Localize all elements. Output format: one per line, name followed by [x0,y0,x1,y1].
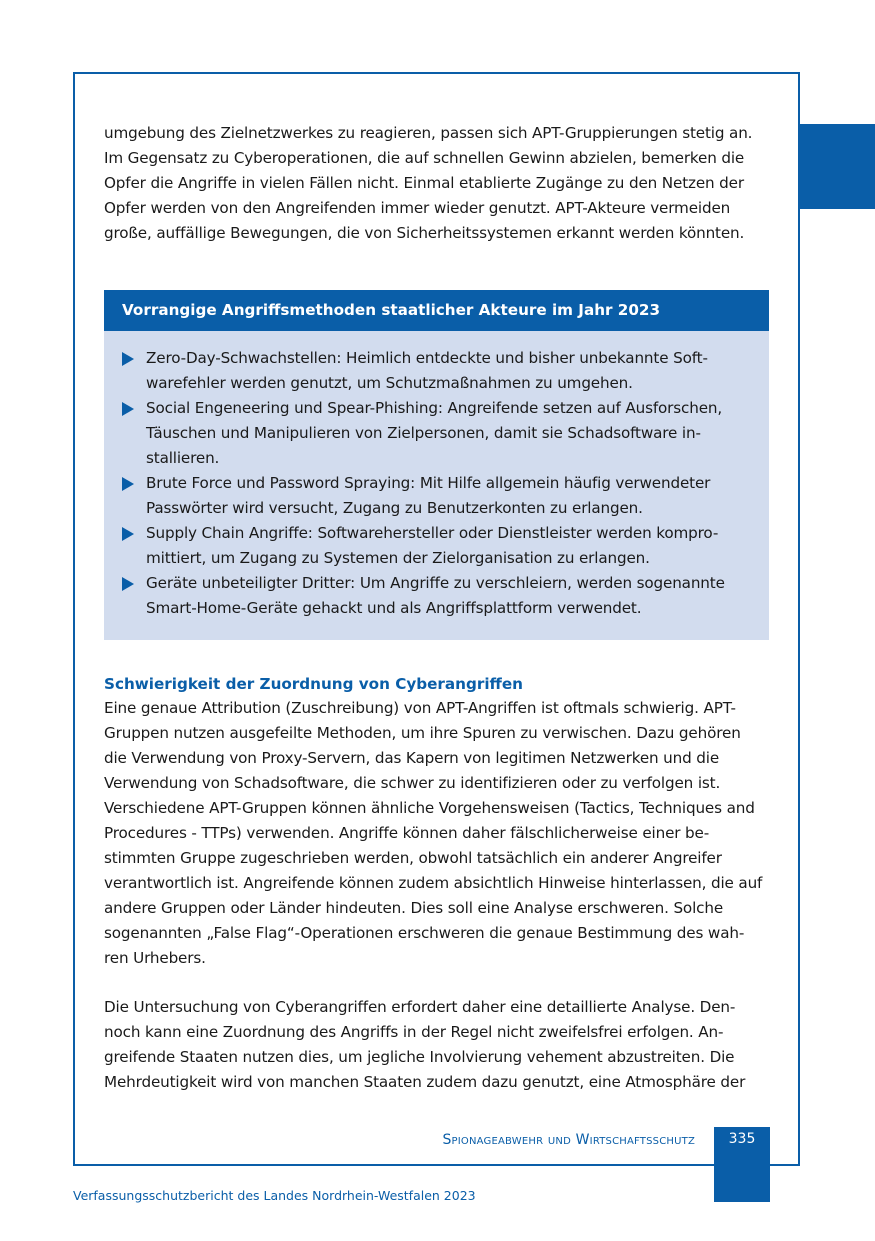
list-item [122,396,747,471]
list-item [122,471,747,521]
page-number: 335 [728,1131,756,1147]
triangle-bullet-icon [122,402,134,416]
list-item [122,346,747,396]
analysis-paragraph: Die Untersuchung von Cyberangriffen erfordert daher eine detaillierte Analyse. Den-noch kann eine Zuordnung des Angriffs in der Regel nicht zweifelsfrei erfolgen. An-greifende Staaten nutzen dies, um jegliche Involvierung vehement abzustreiten. Die Mehrdeutigkeit wird von manchen Staaten zudem dazu genutzt, eine Atmosphäre der [104,998,746,1091]
triangle-bullet-icon [122,577,134,591]
chapter-tab-marker [798,124,875,209]
triangle-bullet-icon [122,352,134,366]
list-item-text: Supply Chain Angriffe: Softwarehersteller oder Dienstleister werden kompro-mittiert, um Zugang zu Systemen der Zielorganisation zu erlangen. [146,524,719,567]
attribution-paragraph: Eine genaue Attribution (Zuschreibung) von APT-Angriffen ist oftmals schwierig. APT-Gruppen nutzen ausgefeilte Methoden, um ihre Spuren zu verwischen. Dazu gehören die Verwendung von Proxy-Servern, das Kapern von legitimen Netzwerken und die Verwendung von Schadsoftware, die schwer zu identifizieren oder zu verfolgen ist. Verschiedene APT-Gruppen können ähnliche Vorgehensweisen (Tactics, Techniques and Procedures - TTPs) verwenden. Angriffe können daher fälschlicherweise einer be-stimmten Gruppe zugeschrieben werden, obwohl tatsächlich ein anderer Angreifer verantwortlich ist. Angreifende können zudem absichtlich Hinweise hinterlassen, die auf andere Gruppen oder Länder hindeuten. Dies soll eine Analyse erschweren. Solche sogenannten „False Flag“-Operationen erschweren die genaue Bestimmung des wah-ren Urhebers. [104,699,763,967]
page-number-box [714,1127,770,1202]
list-item [122,521,747,571]
running-title: Spionageabwehr und Wirtschaftsschutz [442,1132,695,1148]
footer-publication-title: Verfassungsschutzbericht des Landes Nordrhein-Westfalen 2023 [73,1188,476,1203]
list-item-text: Zero-Day-Schwachstellen: Heimlich entdeckte und bisher unbekannte Soft-warefehler werden genutzt, um Schutzmaßnahmen zu umgehen. [146,349,708,392]
triangle-bullet-icon [122,527,134,541]
triangle-bullet-icon [122,477,134,491]
section-heading: Schwierigkeit der Zuordnung von Cyberangriffen [104,675,523,693]
list-item-text: Social Engeneering und Spear-Phishing: Angreifende setzen auf Ausforschen, Täuschen und Manipulieren von Zielpersonen, damit sie Schadsoftware in-stallieren. [146,399,723,467]
list-item-text: Brute Force und Password Spraying: Mit Hilfe allgemein häufig verwendeter Passwörter wird versucht, Zugang zu Benutzerkonten zu erlangen. [146,474,711,517]
list-item [122,571,747,621]
intro-paragraph: umgebung des Zielnetzwerkes zu reagieren, passen sich APT-Gruppierungen stetig an. Im Gegensatz zu Cyberoperationen, die auf schnellen Gewinn abzielen, bemerken die Opfer die Angriffe in vielen Fällen nicht. Einmal etablierte Zugänge zu den Netzen der Opfer werden von den Angreifenden immer wieder genutzt. APT-Akteure vermeiden große, auffällige Bewegungen, die von Sicherheitssystemen erkannt werden könnten. [104,124,753,242]
attack-methods-list [122,346,747,621]
list-item-text: Geräte unbeteiligter Dritter: Um Angriffe zu verschleiern, werden sogenannte Smart-Home-Geräte gehackt und als Angriffsplattform verwendet. [146,574,725,617]
info-box-title: Vorrangige Angriffsmethoden staatlicher Akteure im Jahr 2023 [104,290,769,331]
